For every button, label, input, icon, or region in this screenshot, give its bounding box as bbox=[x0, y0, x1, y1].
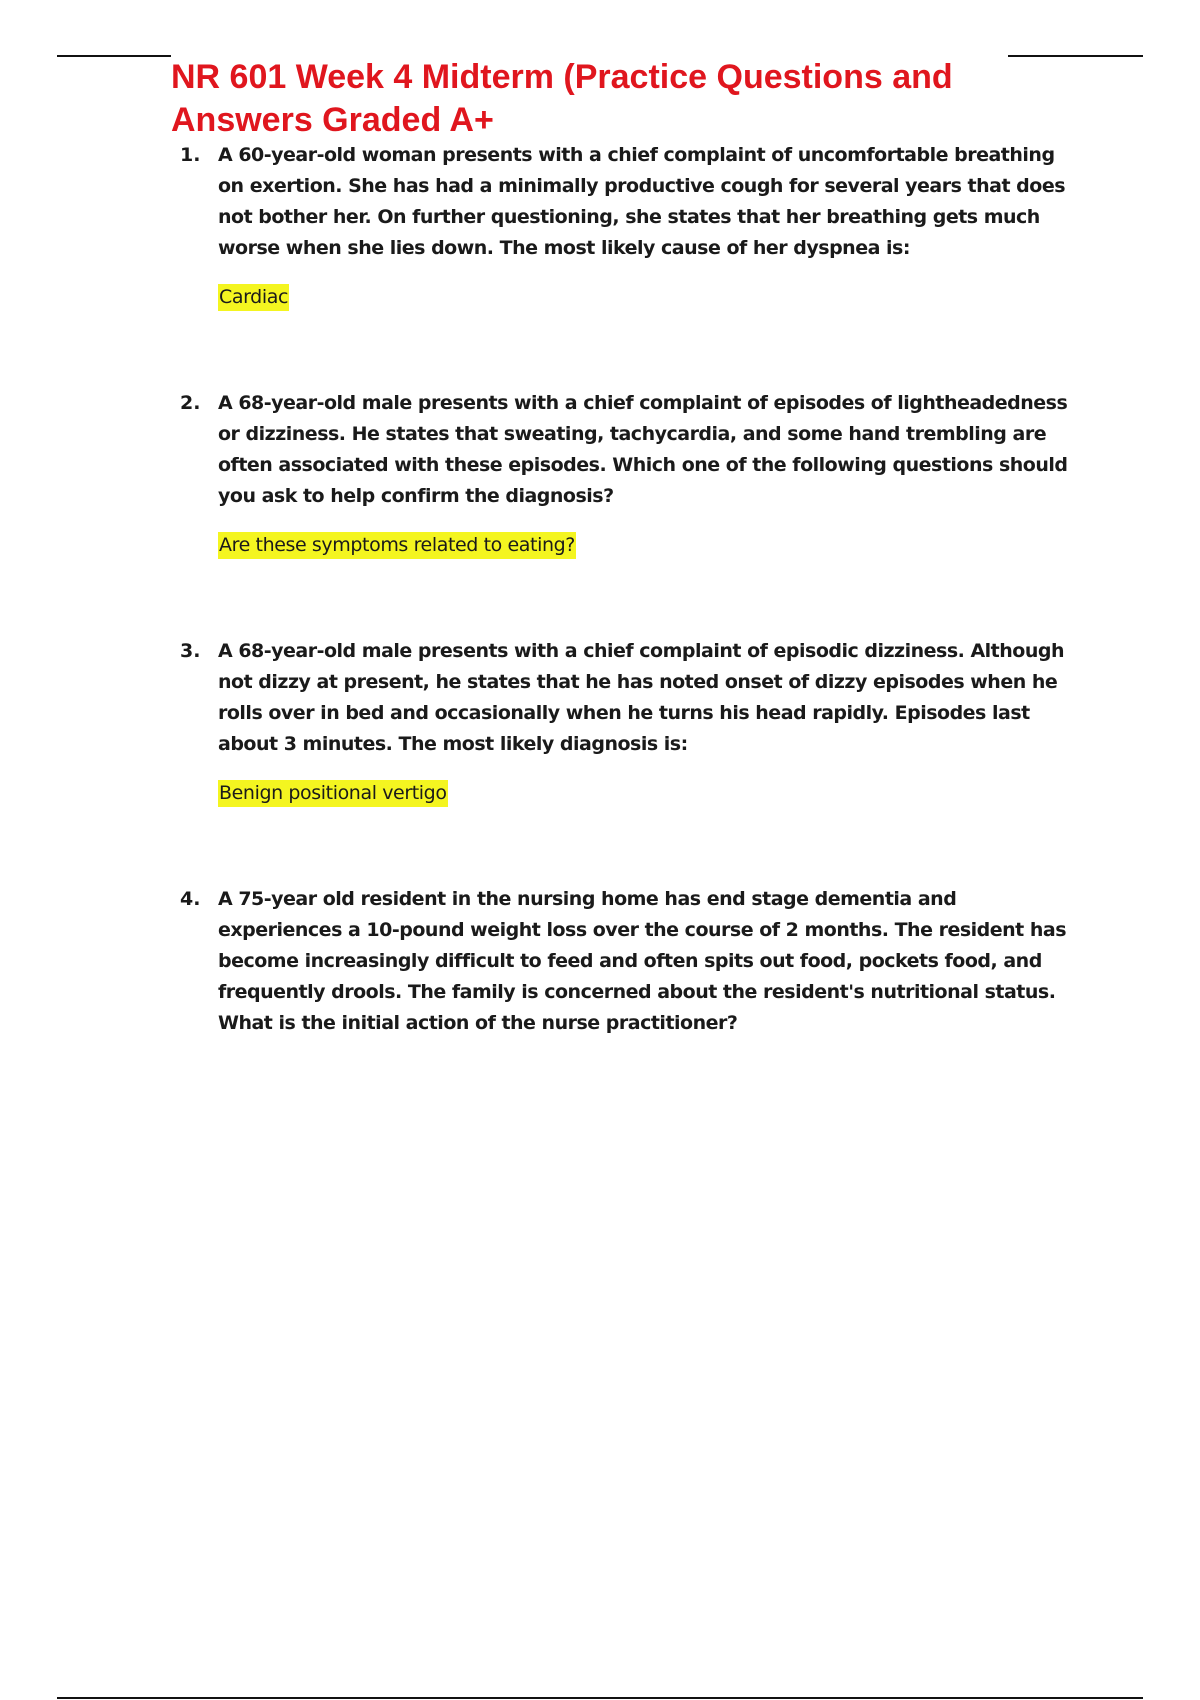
question-number: 4. bbox=[180, 888, 201, 910]
header-rule-left bbox=[57, 55, 171, 57]
question-item bbox=[180, 636, 1080, 884]
question-text: A 60-year-old woman presents with a chief complaint of uncomfortable breathing on exertion. She has had a minimally productive cough for several years that does not bother her. On further questioning, she states that her breathing gets much worse when she lies down. The most likely cause of her dyspnea is: bbox=[218, 144, 1066, 259]
question-text: A 68-year-old male presents with a chief complaint of episodic dizziness. Although not dizzy at present, he states that he has noted onset of dizzy episodes when he rolls over in bed and occasionally when he turns his head rapidly. Episodes last about 3 minutes. The most likely diagnosis is: bbox=[218, 640, 1064, 755]
document-title: NR 601 Week 4 Midterm (Practice Questions and Answers Graded A+ bbox=[171, 58, 953, 139]
question-number: 1. bbox=[180, 144, 201, 166]
question-item bbox=[180, 884, 1080, 1084]
question-item bbox=[180, 388, 1080, 636]
question-list bbox=[180, 140, 1080, 1084]
question-number: 3. bbox=[180, 640, 201, 662]
question-text: A 75-year old resident in the nursing home has end stage dementia and experiences a 10-pound weight loss over the course of 2 months. The resident has become increasingly difficult to feed and often spits out food, pockets food, and frequently drools. The family is concerned about the resident's nutritional status. What is the initial action of the nurse practitioner? bbox=[218, 888, 1067, 1034]
question-text: A 68-year-old male presents with a chief complaint of episodes of lightheadedness or dizziness. He states that sweating, tachycardia, and some hand trembling are often associated with these episodes. Which one of the following questions should you ask to help confirm the diagnosis? bbox=[218, 392, 1068, 507]
highlighted-answer: Benign positional vertigo bbox=[218, 780, 448, 807]
question-number: 2. bbox=[180, 392, 201, 414]
footer-rule bbox=[57, 1697, 1143, 1699]
highlighted-answer: Are these symptoms related to eating? bbox=[218, 532, 576, 559]
highlighted-answer: Cardiac bbox=[218, 284, 289, 311]
question-item bbox=[180, 140, 1080, 388]
